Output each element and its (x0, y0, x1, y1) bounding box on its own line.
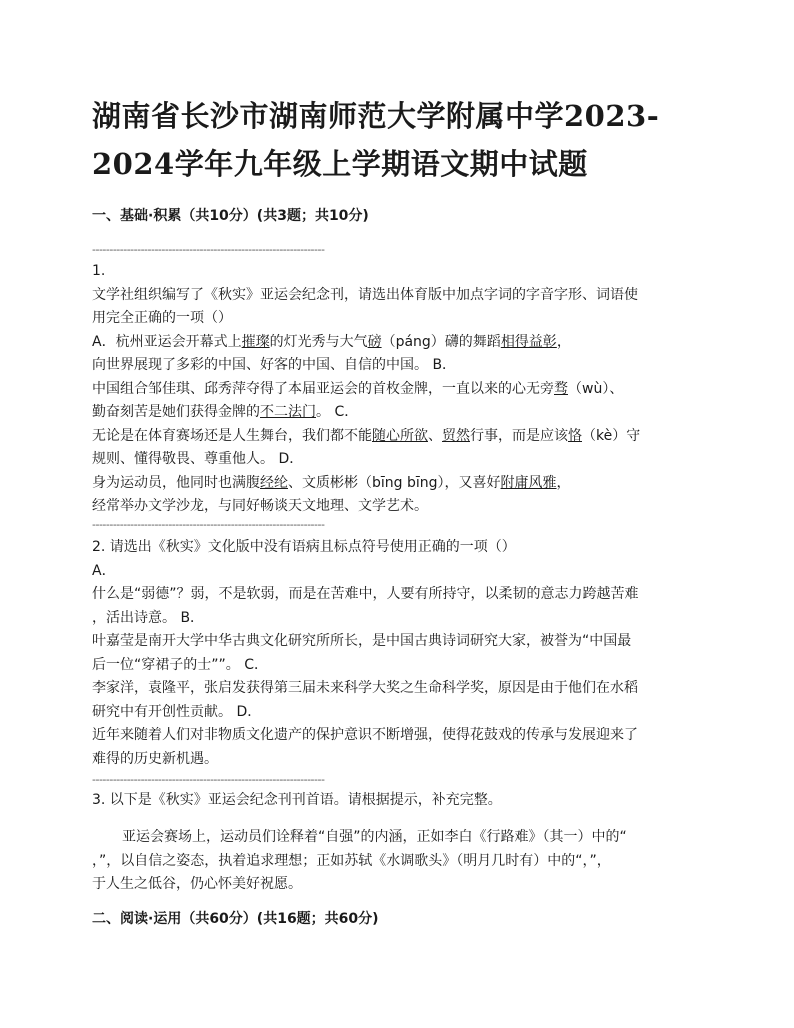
q1-option-d-line-2: 经常举办文学沙龙，与同好畅谈天文地理、文学艺术。 (92, 498, 428, 514)
q3-passage-line-3: 于人生之低谷，仍心怀美好祝愿。 (92, 876, 302, 892)
q1-b-underlined-2: 不二法门 (260, 404, 316, 420)
separator-q1: ------------------------------------------------------------------- (92, 243, 325, 256)
question-3 (92, 789, 702, 813)
q2-option-c: 李家洋，袁隆平，张启发获得第三届未来科学大奖之生命科学奖，原因是由于他们在水稻 (92, 680, 638, 696)
q1-c-text-4: （kè）守 (582, 427, 641, 444)
title-line-1: 湖南省长沙市湖南师范大学附属中学2023- (92, 99, 660, 133)
document-title (92, 92, 712, 188)
question-2 (92, 536, 702, 771)
section-1-heading: 一、基础·积累（共10分）(共3题；共10分) (92, 208, 369, 224)
q1-option-b (92, 378, 702, 402)
q1-c-text-2: 、 (428, 427, 442, 444)
q1-c-underlined-2: 贸然 (442, 427, 470, 444)
q1-b-text: 中国组合邹佳琪、邱秀萍夺得了本届亚运会的首枚金牌，一直以来的心无旁 (92, 380, 554, 397)
q1-option-c-line-2: 规则、懂得敬畏、尊重他人。 D． (92, 451, 304, 467)
q2-option-b: 叶嘉莹是南开大学中华古典文化研究所所长，是中国古典诗词研究大家，被誉为“中国最 (92, 633, 632, 649)
q3-passage-line-1: 亚运会赛场上，运动员们诠释着“自强”的内涵，正如李白《行路难》（其一）中的“ (122, 829, 627, 845)
q1-a-underlined-2: 磅 (367, 333, 382, 350)
q1-c-underlined-3: 恪 (568, 427, 582, 444)
q1-b-text-3: 勤奋刻苦是她们获得金牌的 (92, 404, 260, 420)
q1-stem-line-2: 用完全正确的一项（） (92, 310, 232, 326)
q1-c-text: 无论是在体育赛场还是人生舞台，我们都不能 (92, 427, 372, 444)
q1-a-text-4: ， (556, 333, 571, 350)
q2-option-a-label: A． (92, 562, 116, 579)
q1-option-b-line-2 (92, 401, 702, 425)
q2-option-d: 近年来随着人们对非物质文化遗产的保护意识不断增强，使得花鼓戏的传承与发展迎来了 (92, 727, 638, 743)
q2-option-d-line-2: 难得的历史新机遇。 (92, 750, 218, 767)
q1-d-text: 身为运动员，他同时也满腹 (92, 474, 260, 491)
q3-passage-line-2: ，”，以自信之姿态，执着追求理想；正如苏轼《水调歌头》（明月几时有）中的“，”， (92, 852, 611, 869)
section-2-heading: 二、阅读·运用（共60分）(共16题；共60分) (92, 911, 379, 927)
separator-q2: ------------------------------------------------------------------- (92, 518, 325, 531)
q1-option-a (92, 331, 702, 355)
q2-option-a: 什么是“弱德”？弱，不是软弱，而是在苦难中，人要有所持守，以柔韧的意志力跨越苦难 (92, 586, 639, 602)
q1-option-c (92, 425, 702, 449)
title-line-2: 2024学年九年级上学期语文期中试题 (92, 147, 588, 181)
q1-a-underlined-1: 摧璨 (241, 333, 270, 350)
q1-d-text-3: ， (556, 474, 571, 491)
q1-stem-line-1: 文学社组织编写了《秋实》亚运会纪念刊，请选出体育版中加点字词的字音字形、词语使 (92, 286, 638, 303)
q1-d-underlined-2: 附庸风雅 (500, 474, 557, 491)
q3-stem: 3. 以下是《秋实》亚运会纪念刊刊首语。请根据提示，补充完整。 (92, 792, 502, 808)
q1-c-text-3: 行事，而是应该 (470, 427, 568, 444)
q1-a-text: A．杭州亚运会开幕式上 (92, 333, 242, 350)
q1-number: 1. (92, 263, 106, 279)
q2-stem: 2. 请选出《秋实》文化版中没有语病且标点符号使用正确的一项（） (92, 539, 516, 555)
q3-passage (92, 826, 702, 897)
q1-b-text-2: （wù）、 (568, 380, 624, 397)
q1-d-text-2: 、文质彬彬（bīng bīng），又喜好 (288, 474, 501, 491)
q1-option-a-line-2: 向世界展现了多彩的中国、好客的中国、自信的中国。 B． (92, 357, 457, 373)
q1-b-text-4: 。 C． (316, 404, 359, 420)
q2-option-c-line-2: 研究中有开创性贡献。 D． (92, 703, 262, 720)
q1-a-text-3: （páng）礴的舞蹈 (381, 333, 501, 350)
separator-q3: ------------------------------------------------------------------- (92, 773, 325, 786)
q1-d-underlined-1: 经纶 (260, 474, 288, 491)
q1-option-d (92, 472, 702, 496)
q1-a-underlined-3: 相得益彰 (500, 333, 557, 350)
q1-c-underlined-1: 随心所欲 (372, 427, 428, 444)
q1-b-underlined-1: 骛 (554, 380, 568, 397)
q2-option-a-line-2: ，活出诗意。 B． (92, 609, 205, 626)
q1-a-text-2: 的灯光秀与大气 (269, 333, 368, 350)
q2-option-b-line-2: 后一位“穿裙子的士””。 C． (92, 656, 268, 673)
question-1 (92, 260, 702, 519)
